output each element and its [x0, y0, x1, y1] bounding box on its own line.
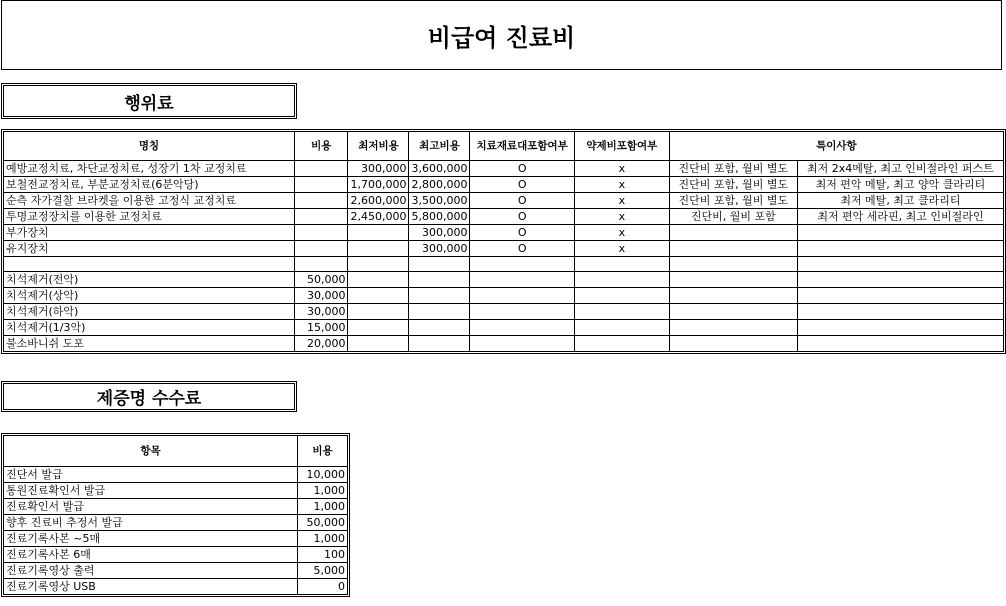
cell-cost [295, 161, 348, 177]
table-row [4, 531, 348, 547]
cell-max-cost [409, 288, 470, 304]
table-row [4, 177, 1004, 193]
cell-min-cost [348, 320, 409, 336]
cell-cost: 30,000 [295, 288, 348, 304]
header-materials-included: 치료재료대포함여부 [470, 132, 574, 161]
cell-max-cost [409, 336, 470, 352]
table-row [4, 320, 1004, 336]
cell-cost [295, 209, 348, 225]
cell-cost: 50,000 [295, 272, 348, 288]
cell-remark-billing [669, 225, 797, 241]
cell-remark-range [797, 288, 1003, 304]
cell-max-cost [409, 304, 470, 320]
cell-remark-billing [669, 320, 797, 336]
cell-name: 부가장치 [4, 225, 295, 241]
cell-min-cost [348, 336, 409, 352]
cell-cost: 1,000 [298, 483, 348, 499]
cell-cost [295, 177, 348, 193]
cell-remark-billing [669, 304, 797, 320]
cell-remark-billing: 진단비 포함, 월비 별도 [669, 177, 797, 193]
cell-materials-included: O [470, 161, 574, 177]
cell-name: 투명교정장치를 이용한 교정치료 [4, 209, 295, 225]
page-title-box [1, 0, 1002, 70]
header-drugs-included: 약제비포함여부 [574, 132, 669, 161]
cell-item: 진료기록영상 USB [4, 579, 298, 595]
cell-materials-included [470, 304, 574, 320]
table-row [4, 483, 348, 499]
cell-name: 유지장치 [4, 241, 295, 257]
cell-min-cost [348, 241, 409, 257]
cell-remark-range [797, 336, 1003, 352]
cell-remark-range [797, 320, 1003, 336]
cell-min-cost: 300,000 [348, 161, 409, 177]
cell-remark-billing [669, 336, 797, 352]
header-max-cost: 최고비용 [409, 132, 470, 161]
cell-drugs-included [574, 336, 669, 352]
cell-cost: 10,000 [298, 467, 348, 483]
cell-cost: 1,000 [298, 531, 348, 547]
procedure-fee-table-frame [1, 129, 1006, 354]
table-row [4, 161, 1004, 177]
table-row [4, 579, 348, 595]
cell-drugs-included [574, 272, 669, 288]
cell-remark-range: 최저 메탈, 최고 클라리티 [797, 193, 1003, 209]
cell-max-cost: 2,800,000 [409, 177, 470, 193]
cell-drugs-included: x [574, 161, 669, 177]
header-name: 명칭 [4, 132, 295, 161]
cell-materials-included [470, 288, 574, 304]
table-row [4, 257, 1004, 272]
cell-cost: 5,000 [298, 563, 348, 579]
cell-name: 치석제거(상악) [4, 288, 295, 304]
table-row [4, 515, 348, 531]
table-row [4, 499, 348, 515]
cell-remark-billing: 진단비 포함, 월비 별도 [669, 161, 797, 177]
cell-cost [295, 257, 348, 272]
cell-materials-included: O [470, 193, 574, 209]
certificate-fee-table [3, 435, 348, 595]
cell-item: 진단서 발급 [4, 467, 298, 483]
cell-remark-range: 최저 2x4메탈, 최고 인비절라인 퍼스트 [797, 161, 1003, 177]
cell-remark-billing: 진단비 포함, 월비 별도 [669, 193, 797, 209]
cell-max-cost [409, 272, 470, 288]
cell-item: 진료기록영상 출력 [4, 563, 298, 579]
table-row [4, 467, 348, 483]
table-row [4, 193, 1004, 209]
cell-name [4, 257, 295, 272]
cell-materials-included [470, 320, 574, 336]
cell-min-cost [348, 272, 409, 288]
cell-drugs-included [574, 304, 669, 320]
cell-min-cost [348, 304, 409, 320]
cell-cost: 30,000 [295, 304, 348, 320]
section-title-box-procedures [1, 83, 297, 119]
cell-name: 예방교정치료, 차단교정치료, 성장기 1차 교정치료 [4, 161, 295, 177]
cell-remark-range [797, 304, 1003, 320]
certificate-fee-table-frame [1, 433, 350, 597]
table-row [4, 241, 1004, 257]
cell-remark-range [797, 225, 1003, 241]
cell-min-cost [348, 225, 409, 241]
procedure-fee-table [3, 131, 1004, 352]
cell-remark-range [797, 272, 1003, 288]
table-row [4, 272, 1004, 288]
cell-materials-included [470, 336, 574, 352]
cell-cost: 20,000 [295, 336, 348, 352]
cell-cost: 15,000 [295, 320, 348, 336]
table-header-row [4, 132, 1004, 161]
table-row [4, 336, 1004, 352]
cell-name: 치석제거(전악) [4, 272, 295, 288]
cell-drugs-included: x [574, 225, 669, 241]
table-row [4, 209, 1004, 225]
header-cost: 비용 [295, 132, 348, 161]
cell-remark-range: 최저 편악 세라핀, 최고 인비절라인 [797, 209, 1003, 225]
header-cost: 비용 [298, 436, 348, 467]
table-row [4, 304, 1004, 320]
cell-materials-included: O [470, 177, 574, 193]
cell-cost: 0 [298, 579, 348, 595]
cell-name: 치석제거(1/3악) [4, 320, 295, 336]
cell-max-cost: 3,500,000 [409, 193, 470, 209]
cell-min-cost: 1,700,000 [348, 177, 409, 193]
cell-min-cost: 2,450,000 [348, 209, 409, 225]
cell-drugs-included [574, 257, 669, 272]
cell-materials-included: O [470, 209, 574, 225]
cell-item: 진료기록사본 6매 [4, 547, 298, 563]
page-title: 비급여 진료비 [427, 23, 576, 52]
table-row [4, 225, 1004, 241]
cell-item: 통원진료확인서 발급 [4, 483, 298, 499]
cell-cost: 1,000 [298, 499, 348, 515]
section-title-box-certificates [1, 381, 297, 412]
header-remarks: 특이사항 [669, 132, 1003, 161]
cell-drugs-included [574, 320, 669, 336]
cell-max-cost [409, 257, 470, 272]
section-title-certificates: 제증명 수수료 [3, 383, 295, 410]
cell-name: 보철전교정치료, 부분교정치료(6분악당) [4, 177, 295, 193]
table-row [4, 547, 348, 563]
cell-materials-included: O [470, 241, 574, 257]
cell-drugs-included: x [574, 193, 669, 209]
cell-name: 치석제거(하악) [4, 304, 295, 320]
cell-cost: 100 [298, 547, 348, 563]
header-min-cost: 최저비용 [348, 132, 409, 161]
cell-drugs-included: x [574, 241, 669, 257]
cell-item: 진료확인서 발급 [4, 499, 298, 515]
cell-remark-billing [669, 241, 797, 257]
cell-materials-included [470, 257, 574, 272]
cell-remark-range: 최저 편악 메탈, 최고 양악 클라리티 [797, 177, 1003, 193]
cell-max-cost [409, 320, 470, 336]
cell-min-cost [348, 288, 409, 304]
cell-drugs-included: x [574, 177, 669, 193]
section-title-procedures: 행위료 [3, 85, 295, 117]
cell-max-cost: 3,600,000 [409, 161, 470, 177]
cell-remark-billing [669, 272, 797, 288]
cell-name: 불소바니쉬 도포 [4, 336, 295, 352]
cell-remark-range [797, 257, 1003, 272]
cell-materials-included: O [470, 225, 574, 241]
cell-remark-range [797, 241, 1003, 257]
cell-item: 향후 진료비 추정서 발급 [4, 515, 298, 531]
cell-cost [295, 225, 348, 241]
cell-cost [295, 193, 348, 209]
cell-name: 순측 자가결찰 브라켓을 이용한 고정식 교정치료 [4, 193, 295, 209]
cell-max-cost: 5,800,000 [409, 209, 470, 225]
cell-cost: 50,000 [298, 515, 348, 531]
cell-remark-billing: 진단비, 월비 포함 [669, 209, 797, 225]
cell-drugs-included [574, 288, 669, 304]
cell-materials-included [470, 272, 574, 288]
cell-drugs-included: x [574, 209, 669, 225]
cell-item: 진료기록사본 ~5매 [4, 531, 298, 547]
table-row [4, 563, 348, 579]
table-row [4, 288, 1004, 304]
cell-max-cost: 300,000 [409, 225, 470, 241]
table-header-row [4, 436, 348, 467]
cell-min-cost: 2,600,000 [348, 193, 409, 209]
cell-min-cost [348, 257, 409, 272]
cell-max-cost: 300,000 [409, 241, 470, 257]
header-item: 항목 [4, 436, 298, 467]
cell-remark-billing [669, 257, 797, 272]
cell-remark-billing [669, 288, 797, 304]
cell-cost [295, 241, 348, 257]
